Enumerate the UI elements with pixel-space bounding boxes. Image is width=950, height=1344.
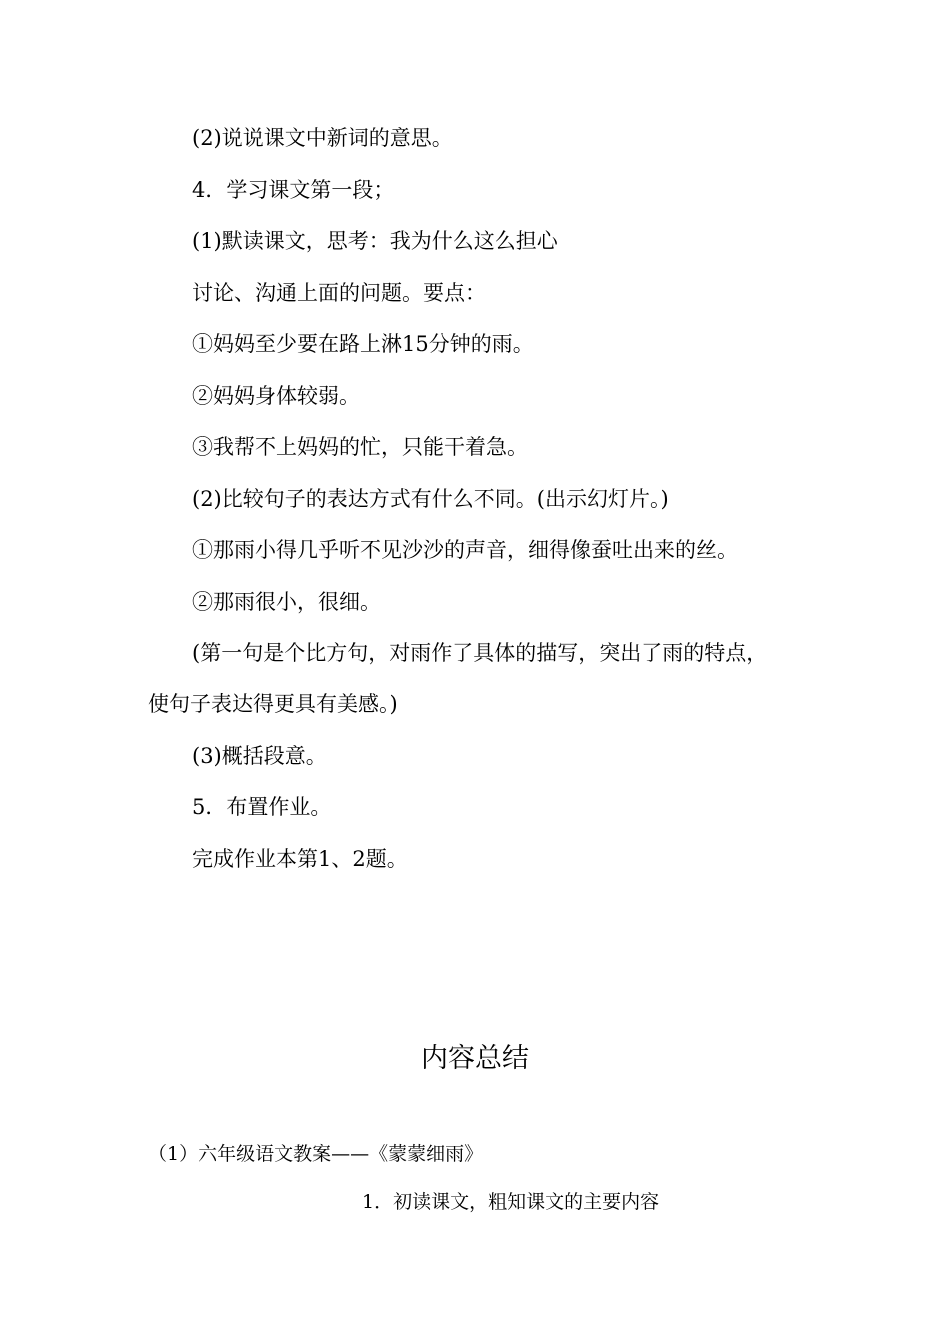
paragraph-discussion: 讨论、沟通上面的问题。要点：	[192, 281, 486, 305]
paragraph-new-words: (2)说说课文中新词的意思。	[192, 126, 453, 150]
paragraph-compare-sentences: (2)比较句子的表达方式有什么不同。(出示幻灯片。)	[192, 487, 669, 511]
paragraph-point-2: ②妈妈身体较弱。	[192, 384, 360, 408]
paragraph-silent-reading: (1)默读课文，思考：我为什么这么担心	[192, 229, 558, 253]
paragraph-sentence-1: ①那雨小得几乎听不见沙沙的声音，细得像蚕吐出来的丝。	[192, 538, 738, 562]
paragraph-explanation-continued: 使句子表达得更具有美感。)	[148, 692, 398, 716]
paragraph-point-3: ③我帮不上妈妈的忙，只能干着急。	[192, 435, 528, 459]
paragraph-homework: 完成作业本第1、2题。	[192, 847, 408, 871]
paragraph-summarize: (3)概括段意。	[192, 744, 327, 768]
paragraph-sentence-2: ②那雨很小，很细。	[192, 590, 381, 614]
summary-sub-item: 1．初读课文，粗知课文的主要内容	[362, 1191, 660, 1213]
paragraph-point-1: ①妈妈至少要在路上淋15分钟的雨。	[192, 332, 534, 356]
summary-title: 内容总结	[421, 1043, 529, 1074]
summary-item: （1）六年级语文教案——《蒙蒙细雨》	[148, 1143, 484, 1165]
paragraph-step-5: 5．布置作业。	[192, 795, 332, 819]
paragraph-explanation: (第一句是个比方句，对雨作了具体的描写，突出了雨的特点，	[192, 641, 768, 665]
paragraph-step-4: 4．学习课文第一段；	[192, 178, 395, 202]
